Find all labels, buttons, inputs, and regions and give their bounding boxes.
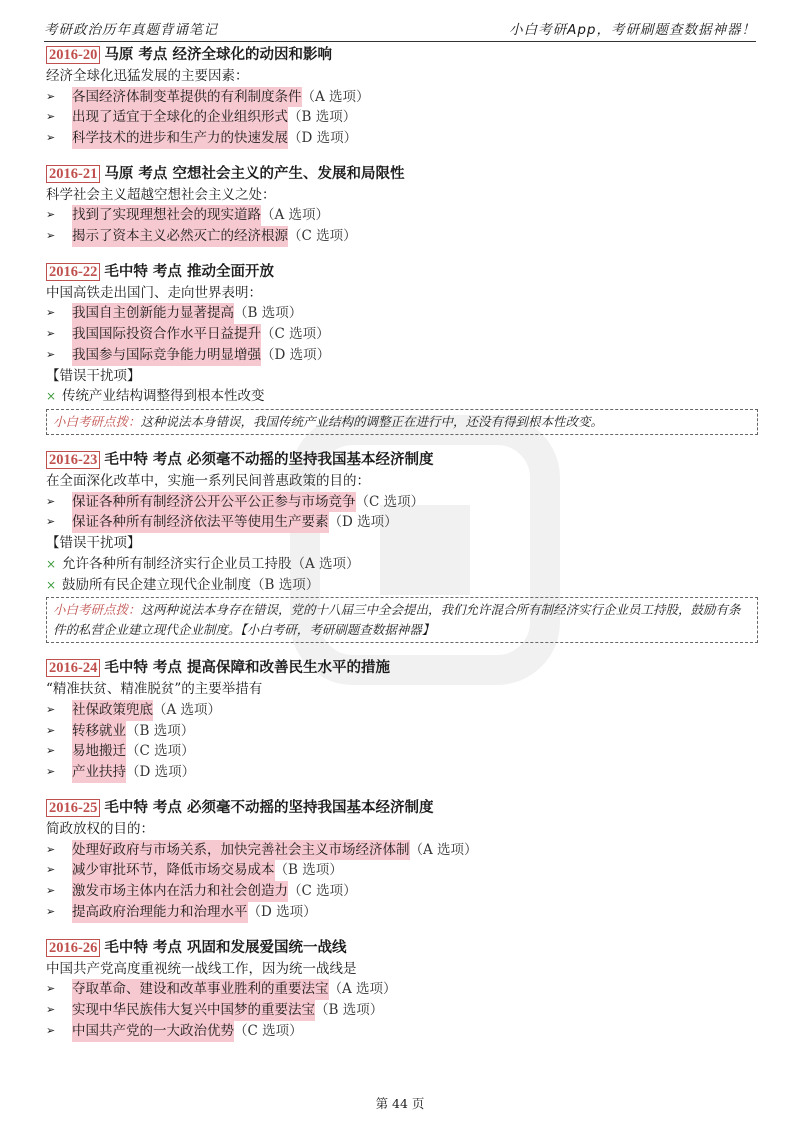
answer-text: 找到了实现理想社会的现实道路 <box>72 205 261 226</box>
arrow-bullet-icon: ➢ <box>46 904 56 918</box>
answer-text: 处理好政府与市场关系，加快完善社会主义市场经济体制 <box>72 840 410 861</box>
option-tag: （B 选项） <box>315 1002 384 1019</box>
answer-point <box>46 762 758 783</box>
option-tag: （B 选项） <box>274 862 343 879</box>
answer-text: 减少审批环节，降低市场交易成本 <box>72 860 275 881</box>
answer-text: 保证各种所有制经济依法平等使用生产要素 <box>72 512 329 533</box>
cross-mark-icon: × <box>46 389 57 404</box>
arrow-bullet-icon: ➢ <box>46 702 56 716</box>
option-tag: （C 选项） <box>288 883 357 900</box>
option-tag: （A 选项） <box>301 88 370 105</box>
page-number: 第 44 页 <box>375 1096 425 1111</box>
option-tag: （B 选项） <box>126 722 195 739</box>
arrow-bullet-icon: ➢ <box>46 110 56 124</box>
arrow-bullet-icon: ➢ <box>46 842 56 856</box>
arrow-bullet-icon: ➢ <box>46 208 56 222</box>
page-header <box>44 14 756 42</box>
question-stem: 在全面深化改革中，实施一系列民间普惠政策的目的： <box>46 473 370 490</box>
section-title <box>46 657 758 679</box>
answer-point <box>46 902 758 923</box>
answer-point <box>46 860 758 881</box>
question-code: 2016-21 <box>46 165 100 183</box>
option-tag: （D 选项） <box>288 130 358 147</box>
answer-point <box>46 512 758 533</box>
section-title <box>46 449 758 471</box>
option-tag: （C 选项） <box>126 743 195 760</box>
error-options-heading: 【错误干扰项】 <box>46 535 141 552</box>
arrow-bullet-icon: ➢ <box>46 131 56 145</box>
error-text: 允许各种所有制经济实行企业员工持股 <box>62 555 292 572</box>
topic-title: 毛中特 考点 必须毫不动摇的坚持我国基本经济制度 <box>104 452 434 469</box>
option-tag: （C 选项） <box>288 228 357 245</box>
topic-title: 毛中特 考点 推动全面开放 <box>104 263 274 280</box>
tip-label: 小白考研点拨： <box>53 602 141 618</box>
error-option <box>46 575 758 596</box>
answer-text: 提高政府治理能力和治理水平 <box>72 902 248 923</box>
tip-text: 这两种说法本身存在错误，党的十八届三中全会提出，我们允许混合所有制经济实行企业员工持股，鼓励有条件的私营企业建立现代企业制度。【小白考研，考研刷题查数据神器】 <box>53 602 741 638</box>
answer-point <box>46 721 758 742</box>
answer-text: 揭示了资本主义必然灭亡的经济根源 <box>72 226 288 247</box>
answer-text: 转移就业 <box>72 721 126 742</box>
topic-title: 毛中特 考点 巩固和发展爱国统一战线 <box>104 939 347 956</box>
option-tag: （A 选项） <box>261 207 330 224</box>
option-tag: （A 选项） <box>328 981 397 998</box>
topic-title: 毛中特 考点 必须毫不动摇的坚持我国基本经济制度 <box>104 800 434 817</box>
answer-text: 易地搬迁 <box>72 741 126 762</box>
option-tag: （B 选项） <box>234 305 303 322</box>
option-tag: （C 选项） <box>355 493 425 510</box>
question-section <box>46 797 758 923</box>
option-tag: （B 选项） <box>251 576 320 593</box>
section-title <box>46 797 758 819</box>
cross-mark-icon: × <box>46 556 57 571</box>
question-section <box>46 44 758 149</box>
question-section <box>46 163 758 247</box>
question-stem: 中国高铁走出国门、走向世界表明： <box>46 284 262 301</box>
question-code: 2016-22 <box>46 263 100 281</box>
answer-point <box>46 107 758 128</box>
answer-text: 夺取革命、建设和改革事业胜利的重要法宝 <box>72 979 329 1000</box>
answer-point <box>46 741 758 762</box>
topic-title: 马原 考点 经济全球化的动因和影响 <box>104 47 332 63</box>
question-section <box>46 449 758 643</box>
header-title: 考研政治历年真题背诵笔记 <box>44 22 218 38</box>
option-tag: （C 选项） <box>234 1022 303 1039</box>
topic-title: 马原 考点 空想社会主义的产生、发展和局限性 <box>104 165 405 182</box>
answer-point <box>46 492 758 513</box>
answer-text: 实现中华民族伟大复兴中国梦的重要法宝 <box>72 1000 315 1021</box>
answer-point <box>46 345 758 366</box>
answer-point <box>46 1000 758 1021</box>
arrow-bullet-icon: ➢ <box>46 884 56 898</box>
question-stem: 中国共产党高度重视统一战线工作，因为统一战线是 <box>46 960 357 977</box>
answer-text: 我国自主创新能力显著提高 <box>72 303 234 324</box>
error-option <box>46 386 758 407</box>
arrow-bullet-icon: ➢ <box>46 982 56 996</box>
question-code: 2016-25 <box>46 799 100 817</box>
question-stem: 简政放权的目的： <box>46 821 154 838</box>
answer-point <box>46 303 758 324</box>
section-title <box>46 937 758 959</box>
arrow-bullet-icon: ➢ <box>46 306 56 320</box>
option-tag: （A 选项） <box>291 555 360 572</box>
question-stem: 经济全球化迅猛发展的主要因素： <box>46 68 249 84</box>
answer-text: 激发市场主体内在活力和社会创造力 <box>72 881 288 902</box>
question-section <box>46 261 758 435</box>
answer-text: 出现了适宜于全球化的企业组织形式 <box>72 107 288 128</box>
section-title <box>46 44 758 66</box>
option-tag: （A 选项） <box>153 701 222 718</box>
arrow-bullet-icon: ➢ <box>46 863 56 877</box>
topic-title: 毛中特 考点 提高保障和改善民生水平的措施 <box>104 660 390 677</box>
cross-mark-icon: × <box>46 577 57 592</box>
option-tag: （D 选项） <box>126 764 196 781</box>
question-code: 2016-23 <box>46 451 100 469</box>
answer-text: 社保政策兜底 <box>72 700 153 721</box>
error-option <box>46 554 758 575</box>
arrow-bullet-icon: ➢ <box>46 229 56 243</box>
answer-point <box>46 87 758 108</box>
answer-text: 产业扶持 <box>72 762 126 783</box>
answer-point <box>46 324 758 345</box>
question-code: 2016-26 <box>46 939 100 957</box>
question-code: 2016-20 <box>46 46 100 64</box>
arrow-bullet-icon: ➢ <box>46 765 56 779</box>
answer-point <box>46 1021 758 1042</box>
arrow-bullet-icon: ➢ <box>46 515 56 529</box>
answer-point <box>46 881 758 902</box>
option-tag: （A 选项） <box>409 841 478 858</box>
section-title <box>46 163 758 185</box>
tip-text: 这种说法本身错误，我国传统产业结构的调整正在进行中，还没有得到根本性改变。 <box>140 414 604 430</box>
arrow-bullet-icon: ➢ <box>46 494 56 508</box>
section-title <box>46 261 758 283</box>
question-section <box>46 657 758 783</box>
answer-point <box>46 128 758 149</box>
header-slogan: 小白考研App，考研刷题查数据神器！ <box>509 22 756 38</box>
answer-point <box>46 205 758 226</box>
answer-text: 中国共产党的一大政治优势 <box>72 1021 234 1042</box>
arrow-bullet-icon: ➢ <box>46 1023 56 1037</box>
arrow-bullet-icon: ➢ <box>46 348 56 362</box>
error-options-heading: 【错误干扰项】 <box>46 367 141 384</box>
option-tag: （D 选项） <box>247 903 317 920</box>
option-tag: （D 选项） <box>261 347 331 364</box>
answer-text: 各国经济体制变革提供的有利制度条件 <box>72 87 302 108</box>
arrow-bullet-icon: ➢ <box>46 723 56 737</box>
tip-note-box <box>46 597 758 643</box>
option-tag: （B 选项） <box>288 109 357 126</box>
option-tag: （C 选项） <box>261 326 330 343</box>
page-content <box>46 44 758 1056</box>
error-text: 鼓励所有民企建立现代企业制度 <box>62 576 251 593</box>
question-section <box>46 937 758 1042</box>
arrow-bullet-icon: ➢ <box>46 744 56 758</box>
answer-point <box>46 840 758 861</box>
tip-label: 小白考研点拨： <box>53 414 141 430</box>
arrow-bullet-icon: ➢ <box>46 327 56 341</box>
answer-text: 保证各种所有制经济公开公平公正参与市场竞争 <box>72 492 356 513</box>
error-text: 传统产业结构调整得到根本性改变 <box>62 388 265 405</box>
question-stem: 科学社会主义超越空想社会主义之处： <box>46 186 276 203</box>
question-code: 2016-24 <box>46 659 100 677</box>
arrow-bullet-icon: ➢ <box>46 1003 56 1017</box>
answer-text: 我国参与国际竞争能力明显增强 <box>72 345 261 366</box>
answer-text: 科学技术的进步和生产力的快速发展 <box>72 128 288 149</box>
answer-point <box>46 700 758 721</box>
answer-point <box>46 979 758 1000</box>
arrow-bullet-icon: ➢ <box>46 89 56 103</box>
option-tag: （D 选项） <box>328 514 398 531</box>
answer-text: 我国国际投资合作水平日益提升 <box>72 324 261 345</box>
answer-point <box>46 226 758 247</box>
tip-note-box <box>46 409 758 435</box>
question-stem: “精准扶贫、精准脱贫”的主要举措有 <box>46 681 263 698</box>
